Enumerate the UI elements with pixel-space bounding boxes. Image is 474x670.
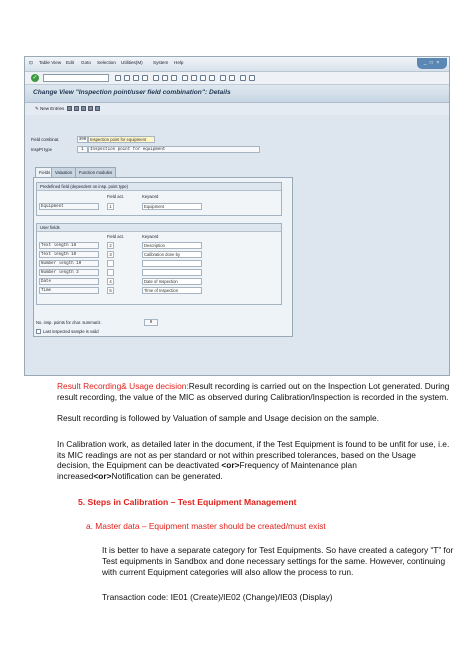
tab-panel-fields: [33, 177, 293, 337]
or-marker: <or>: [93, 470, 112, 481]
menu-bar: [25, 57, 449, 72]
user-field-keyword[interactable]: Description: [142, 242, 202, 249]
insppt-type-text: Inspection point for equipment: [88, 146, 260, 153]
result-recording-text: Result recording is carried out on the Inspection Lot generated. During result recording, the value of the MIC as observed during Calibration/Inspection is recorded in the system.: [57, 381, 450, 402]
menu-help[interactable]: Help: [174, 60, 184, 65]
menu-table-view[interactable]: Table View: [39, 60, 62, 65]
user-field-act[interactable]: [107, 269, 114, 276]
screen-title: Change View "Inspection point/user field combination": Details: [33, 89, 231, 96]
calibration-text-c: Notification can be generated.: [111, 470, 223, 481]
user-field-act[interactable]: 4: [107, 278, 114, 285]
user-field-act[interactable]: [107, 260, 114, 267]
delete-icon[interactable]: [74, 106, 79, 111]
prev-entry-icon[interactable]: [88, 106, 93, 111]
predefined-field-act[interactable]: 1: [107, 203, 114, 210]
transaction-code-line: Transaction code: IE01 (Create)/IE02 (Change)/IE03 (Display): [102, 592, 333, 602]
user-field-name: Time: [39, 287, 99, 294]
user-field-name: Number length 3: [39, 269, 99, 276]
summariz-field[interactable]: 0: [144, 319, 158, 326]
valuation-paragraph: Result recording is followed by Valuation of sample and Usage decision on the sample.: [57, 413, 379, 423]
user-field-act[interactable]: 2: [107, 242, 114, 249]
new-entries-label: New Entries: [40, 106, 65, 111]
user-field-name: Date: [39, 278, 99, 285]
predefined-group-title: Predefined field (dependent on insp. point type): [37, 183, 281, 191]
find-next-icon[interactable]: [171, 75, 177, 81]
exit-icon[interactable]: [133, 75, 139, 81]
tab-strip: [33, 167, 293, 177]
predefined-field-keyword[interactable]: Equipment: [142, 203, 202, 210]
user-col-field-act: Field act.: [107, 234, 124, 239]
user-field-name: Text length 18: [39, 242, 99, 249]
menu-selection[interactable]: Selection: [97, 60, 116, 65]
field-combinat-text: Inspection point for equipment: [88, 136, 155, 143]
undo-icon[interactable]: [81, 106, 86, 111]
application-toolbar: [25, 103, 449, 115]
calibration-paragraph: [57, 439, 451, 481]
calibration-text-a: In Calibration work, as detailed later in the document, if the Test Equipment is found to be unfit for use, i.e. its MIC readings are not as per standard or not within prescribed tolerances, based on the Usage decision, the Equipment can be deactivated: [57, 439, 450, 471]
user-col-keyword: Keyword: [142, 234, 159, 239]
or-marker: <or>: [221, 460, 240, 471]
insppt-type-label: InspPt type: [31, 147, 52, 152]
predefined-field-name: Equipment: [39, 203, 99, 210]
last-page-icon[interactable]: [209, 75, 215, 81]
screen-title-bar: [25, 85, 449, 103]
first-page-icon[interactable]: [182, 75, 188, 81]
user-field-keyword[interactable]: Date of Inspection: [142, 278, 202, 285]
user-field-name: Number length 10: [39, 260, 99, 267]
tab-fields[interactable]: Fields: [35, 167, 54, 177]
help-icon[interactable]: [240, 75, 246, 81]
back-icon[interactable]: [124, 75, 130, 81]
predefined-field-group: [36, 182, 282, 216]
predefined-col-field-act: Field act.: [107, 194, 124, 199]
menu-utilities[interactable]: Utilities(M): [121, 60, 143, 65]
cancel-icon[interactable]: [142, 75, 148, 81]
user-field-act[interactable]: 5: [107, 287, 114, 294]
tab-valuation[interactable]: Valuation: [51, 167, 76, 177]
user-field-keyword[interactable]: [142, 260, 202, 267]
user-fields-group: [36, 223, 282, 305]
prev-page-icon[interactable]: [191, 75, 197, 81]
field-combinat-code[interactable]: 300: [78, 138, 87, 142]
last-inspected-label: Last inspected sample is valid: [43, 329, 99, 334]
new-session-icon[interactable]: [220, 75, 226, 81]
menu-icon[interactable]: ⊡: [29, 60, 33, 65]
insppt-type-code[interactable]: 1: [77, 146, 88, 153]
user-fields-title: User fields: [37, 224, 281, 232]
result-recording-paragraph: [57, 381, 451, 402]
field-combinat-label: Field combinat.: [31, 137, 60, 142]
save-icon[interactable]: [115, 75, 121, 81]
calibration-text-b: Frequency of Maintenance plan increased: [57, 460, 357, 481]
enter-check-icon[interactable]: ✓: [32, 75, 38, 81]
menu-system[interactable]: System: [153, 60, 169, 65]
result-recording-heading: Result Recording& Usage decision:: [57, 381, 189, 391]
menu-goto[interactable]: Goto: [81, 60, 91, 65]
window-controls[interactable]: _ □ ×: [417, 58, 447, 69]
standard-toolbar: [25, 72, 449, 85]
last-inspected-checkbox[interactable]: [36, 329, 41, 334]
user-field-keyword[interactable]: [142, 269, 202, 276]
section-heading: 5. Steps in Calibration – Test Equipment Management: [78, 497, 297, 507]
predefined-col-keyword: Keyword: [142, 194, 159, 199]
sap-screenshot: [24, 56, 450, 376]
find-icon[interactable]: [162, 75, 168, 81]
summariz-label: No. insp. points for char. summariz.: [36, 320, 102, 325]
user-field-act[interactable]: 3: [107, 251, 114, 258]
test-equipment-paragraph: It is better to have a separate category for Test Equipments. So have created a category “T” for Test equipments in Sandbox and done necessary settings for the same. However, continuing with current Equipment categories will also allow the process to run.: [102, 545, 454, 577]
next-entry-icon[interactable]: [95, 106, 100, 111]
subsection-heading: a. Master data – Equipment master should be created/must exist: [86, 521, 326, 531]
user-field-keyword[interactable]: Time of Inspection: [142, 287, 202, 294]
menu-edit[interactable]: Edit: [66, 60, 74, 65]
command-field[interactable]: [43, 74, 109, 82]
print-icon[interactable]: [153, 75, 159, 81]
new-entries-button[interactable]: ✎ New Entries: [35, 106, 65, 111]
user-field-name: Text length 10: [39, 251, 99, 258]
layout-icon[interactable]: [249, 75, 255, 81]
shortcut-icon[interactable]: [229, 75, 235, 81]
copy-icon[interactable]: [67, 106, 72, 111]
tab-function-modules[interactable]: Function modules: [75, 167, 116, 177]
user-field-keyword[interactable]: Calibration done by: [142, 251, 202, 258]
next-page-icon[interactable]: [200, 75, 206, 81]
